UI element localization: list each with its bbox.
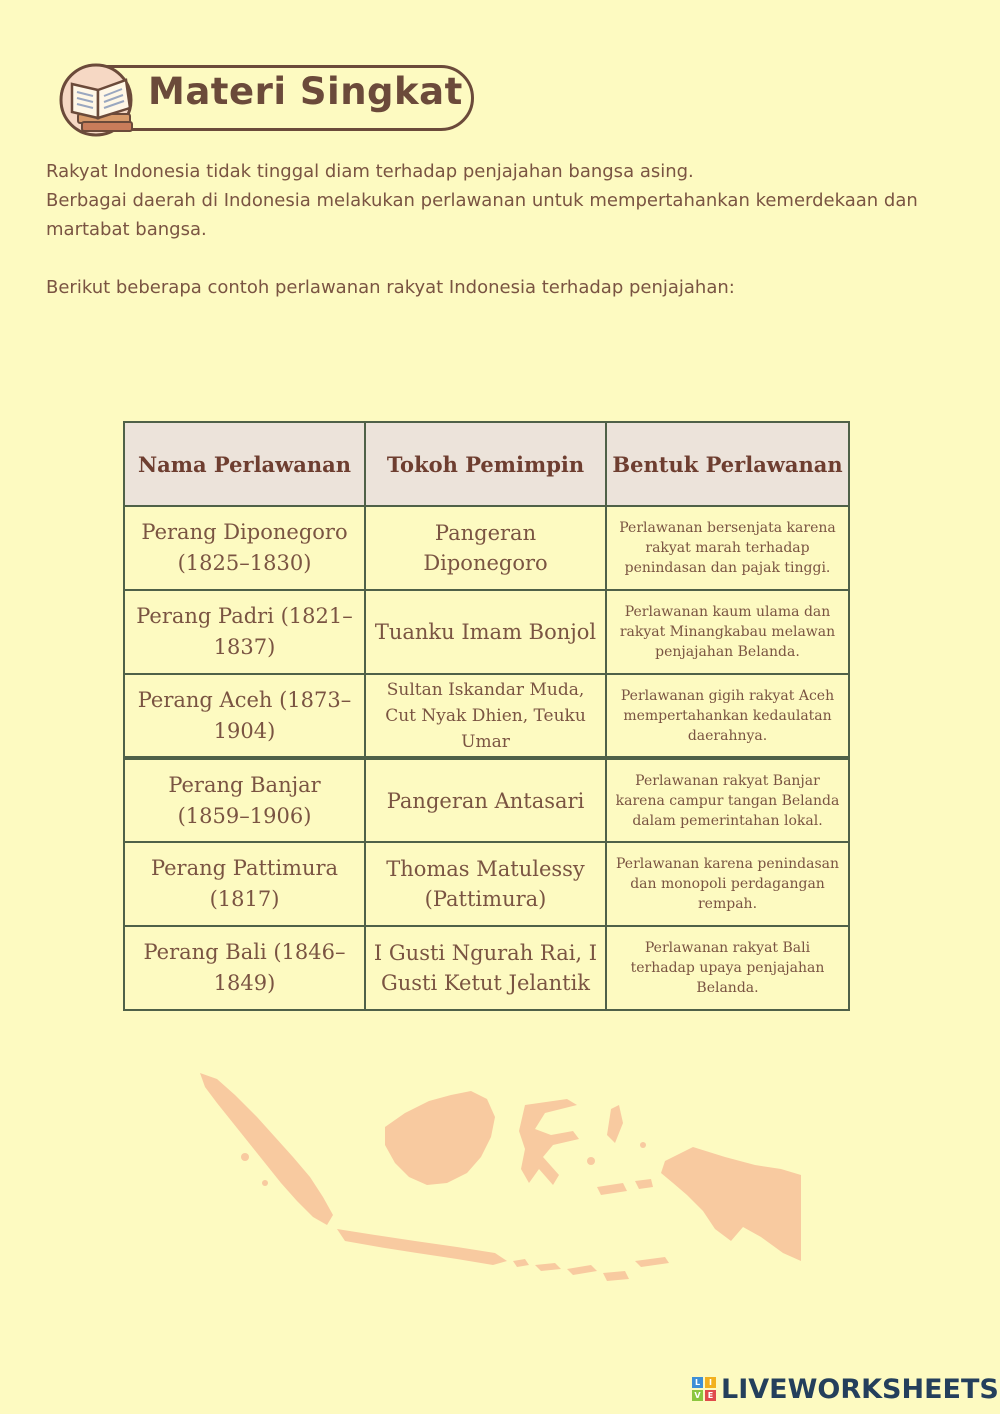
cell-name: Perang Aceh (1873–1904) <box>124 674 365 758</box>
cell-leader: Thomas Matulessy (Pattimura) <box>365 842 606 926</box>
resistance-table <box>123 421 850 1011</box>
cell-name: Perang Banjar (1859–1906) <box>124 758 365 842</box>
logo-text: LIVEWORKSHEETS <box>721 1373 999 1405</box>
cell-form: Perlawanan rakyat Bali terhadap upaya penjajahan Belanda. <box>606 926 849 1010</box>
intro-text <box>46 157 986 302</box>
logo-letter: V <box>692 1390 703 1401</box>
header-tokoh-pemimpin: Tokoh Pemimpin <box>365 422 606 506</box>
cell-name: Perang Bali (1846–1849) <box>124 926 365 1010</box>
cell-leader: Sultan Iskandar Muda, Cut Nyak Dhien, Teuku Umar <box>365 674 606 758</box>
cell-form: Perlawanan karena penindasan dan monopoli perdagangan rempah. <box>606 842 849 926</box>
cell-form: Perlawanan rakyat Banjar karena campur tangan Belanda dalam pemerintahan lokal. <box>606 758 849 842</box>
cell-form: Perlawanan kaum ulama dan rakyat Minangkabau melawan penjajahan Belanda. <box>606 590 849 674</box>
table-row <box>124 506 849 590</box>
logo-letter: E <box>705 1390 716 1401</box>
cell-form: Perlawanan gigih rakyat Aceh mempertahankan kedaulatan daerahnya. <box>606 674 849 758</box>
table-row <box>124 926 849 1010</box>
cell-leader: Pangeran Antasari <box>365 758 606 842</box>
indonesia-map-icon <box>195 1065 805 1295</box>
intro-line-1: Rakyat Indonesia tidak tinggal diam terhadap penjajahan bangsa asing. <box>46 161 694 182</box>
open-book-icon <box>58 62 144 140</box>
table-header-row <box>124 422 849 506</box>
logo-grid-icon <box>692 1377 716 1401</box>
table-row <box>124 674 849 758</box>
intro-line-2: Berbagai daerah di Indonesia melakukan perlawanan untuk mempertahankan kemerdekaan dan martabat bangsa. <box>46 190 918 240</box>
cell-leader: Pangeran Diponegoro <box>365 506 606 590</box>
logo-letter: I <box>705 1377 716 1388</box>
header-bentuk-perlawanan: Bentuk Perlawanan <box>606 422 849 506</box>
cell-leader: Tuanku Imam Bonjol <box>365 590 606 674</box>
cell-leader: I Gusti Ngurah Rai, I Gusti Ketut Jelantik <box>365 926 606 1010</box>
cell-name: Perang Pattimura (1817) <box>124 842 365 926</box>
table-row <box>124 590 849 674</box>
table-row <box>124 842 849 926</box>
table-row <box>124 758 849 842</box>
cell-name: Perang Padri (1821–1837) <box>124 590 365 674</box>
intro-line-3: Berikut beberapa contoh perlawanan rakyat Indonesia terhadap penjajahan: <box>46 277 735 298</box>
logo-letter: L <box>692 1377 703 1388</box>
page-title: Materi Singkat <box>148 70 463 113</box>
cell-form: Perlawanan bersenjata karena rakyat marah terhadap penindasan dan pajak tinggi. <box>606 506 849 590</box>
cell-name: Perang Diponegoro (1825–1830) <box>124 506 365 590</box>
liveworksheets-logo <box>692 1372 999 1406</box>
header-nama-perlawanan: Nama Perlawanan <box>124 422 365 506</box>
